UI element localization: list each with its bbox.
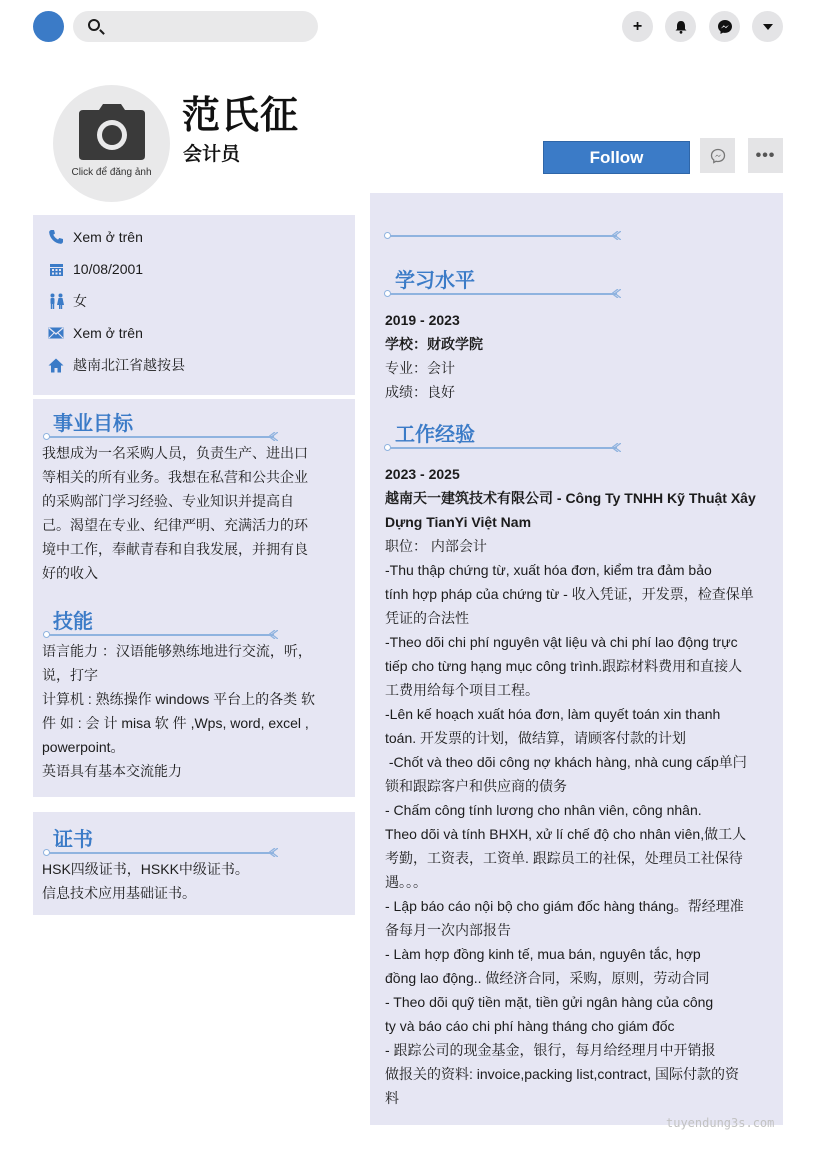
- work-line: 遇。。。: [385, 874, 427, 890]
- more-icon: •••: [755, 146, 776, 164]
- search-icon: [88, 19, 100, 31]
- work-line: -Chốt và theo dõi công nợ khách hàng, nhà cung cấp单闩: [385, 754, 747, 770]
- contact-birthday: [47, 257, 143, 281]
- skills-line: 说，打字: [42, 667, 98, 683]
- skills-line: 计算机 : 熟练操作 windows 平台上的各类 软: [42, 691, 316, 707]
- work-line: -Theo dõi chi phí nguyên vật liệu và chi phí lao động trực: [385, 634, 738, 650]
- education-heading: 学习水平: [395, 268, 475, 292]
- career-line: 我想成为一名采购人员，负责生产、进出口: [42, 445, 308, 461]
- work-line: 备每月一次内部报告: [385, 922, 511, 938]
- home-icon: [47, 356, 65, 374]
- avatar-caption: Click để đăng ảnh: [71, 167, 152, 178]
- certificate-line: HSK四级证书，HSKK中级证书。: [42, 861, 249, 877]
- phone-text: Xem ở trên: [73, 229, 143, 245]
- more-options-button[interactable]: [748, 138, 783, 173]
- career-line: 的采购部门学习经验、专业知识并提高自: [42, 493, 294, 509]
- education-major: 专业：会计: [385, 360, 455, 376]
- work-line: 工费用给每个项目工程。: [385, 682, 539, 698]
- work-line: -Thu thập chứng từ, xuất hóa đơn, kiểm tra đảm bảo: [385, 562, 712, 578]
- work-line: - Lập báo cáo nội bộ cho giám đốc hàng tháng。帮经理准: [385, 898, 744, 914]
- work-line: ty và báo cáo chi phí hàng tháng cho giám đốc: [385, 1018, 675, 1034]
- avatar[interactable]: [53, 85, 170, 202]
- contact-gender: [47, 289, 87, 313]
- career-line: 境中工作，奉献青春和自我发展，并拥有良: [42, 541, 308, 557]
- career-text: [42, 441, 308, 585]
- skills-line: powerpoint。: [42, 739, 125, 755]
- birthday-text: 10/08/2001: [73, 261, 144, 277]
- work-line: -Lên kế hoạch xuất hóa đơn, làm quyết toán xin thanh: [385, 706, 721, 722]
- calendar-icon: [47, 260, 65, 278]
- certificates-heading: 证书: [53, 827, 93, 851]
- phone-icon: [47, 228, 65, 246]
- skills-line: 件 如 : 会 计 misa 软 件 ,Wps, word, excel ,: [42, 715, 309, 731]
- address-text: 越南北江省越按县: [73, 357, 185, 373]
- bell-icon: [674, 20, 688, 34]
- contact-phone: [47, 225, 143, 249]
- education-period: 2019 - 2023: [385, 312, 460, 328]
- watermark: tuyendung3s.com: [666, 1116, 775, 1130]
- work-line: - Theo dõi quỹ tiền mặt, tiền gửi ngân hàng của công: [385, 994, 714, 1010]
- education-divider: [384, 287, 621, 301]
- messenger-button[interactable]: [709, 11, 740, 42]
- plus-icon: +: [632, 17, 643, 35]
- career-line: 等相关的所有业务。我想在私营和公共企业: [42, 469, 308, 485]
- work-line: 凭证的合法性: [385, 610, 469, 626]
- notifications-button[interactable]: [665, 11, 696, 42]
- contact-email: [47, 321, 143, 345]
- camera-icon: [77, 102, 147, 162]
- plus-button[interactable]: [622, 11, 653, 42]
- work-heading: 工作经验: [395, 422, 475, 446]
- messenger-icon: [717, 19, 733, 35]
- logo[interactable]: [33, 11, 64, 42]
- skills-heading: 技能: [53, 609, 93, 633]
- education-text: [385, 308, 483, 404]
- career-line: 己。渴望在专业、纪律严明、充满活力的环: [42, 517, 308, 533]
- work-divider: [384, 441, 621, 455]
- job-title: 会计员: [183, 143, 241, 165]
- certificate-line: 信息技术应用基础证书。: [42, 885, 196, 901]
- work-line: - 跟踪公司的现金基金，银行，每月给经理月中开销报: [385, 1042, 716, 1058]
- skills-line: 英语具有基本交流能力: [42, 763, 182, 779]
- work-line: 锁和跟踪客户和供应商的债务: [385, 778, 567, 794]
- message-button[interactable]: [700, 138, 735, 173]
- messenger-icon: [710, 148, 726, 164]
- menu-dropdown-button[interactable]: [752, 11, 783, 42]
- work-text: [385, 462, 756, 1110]
- certificates-text: [42, 857, 249, 905]
- career-line: 好的收入: [42, 565, 98, 581]
- profile-name: 范氏征: [182, 93, 300, 137]
- work-line: toán. 开发票的计划，做结算，请顾客付款的计划: [385, 730, 687, 746]
- work-line: Theo dõi và tính BHXH, xử lí chế độ cho nhân viên,做工人: [385, 826, 747, 842]
- work-company: 越南天一建筑技术有限公司 - Công Ty TNHH Kỹ Thuật Xây: [385, 490, 756, 506]
- envelope-icon: [47, 324, 65, 342]
- work-line: 做报关的资料: invoice,packing list,contract, 国际付款的资: [385, 1066, 739, 1082]
- work-company: Dựng TianYi Việt Nam: [385, 514, 532, 530]
- skills-text: [42, 639, 315, 783]
- career-heading: 事业目标: [53, 411, 133, 435]
- work-line: 考勤，工资表，工资单. 跟踪员工的社保，处理员工社保待: [385, 850, 743, 866]
- work-line: tính hợp pháp của chứng từ - 收入凭证，开发票，检查保单: [385, 586, 754, 602]
- chevron-down-icon: [762, 23, 774, 31]
- gender-text: 女: [73, 293, 87, 309]
- work-line: tiếp cho từng hạng mục công trình.跟踪材料费用和直接人: [385, 658, 743, 674]
- gender-icon: [47, 292, 65, 310]
- skills-line: 语言能力 ：汉语能够熟练地进行交流，听，: [42, 643, 312, 659]
- work-line: 职位： 内部会计: [385, 538, 487, 554]
- education-school: 学校：财政学院: [385, 336, 483, 352]
- work-line: - Chấm công tính lương cho nhân viên, công nhân.: [385, 802, 702, 818]
- work-period: 2023 - 2025: [385, 466, 460, 482]
- search-bar[interactable]: [73, 11, 318, 42]
- follow-button[interactable]: Follow: [543, 141, 690, 174]
- work-line: - Làm hợp đồng kinh tế, mua bán, nguyên tắc, hợp: [385, 946, 701, 962]
- top-divider: [384, 229, 621, 243]
- work-line: 料: [385, 1090, 399, 1106]
- work-line: đồng lao động.. 做经济合同，采购，原则，劳动合同: [385, 970, 710, 986]
- education-grade: 成绩：良好: [385, 384, 455, 400]
- email-text: Xem ở trên: [73, 325, 143, 341]
- contact-address: [47, 353, 185, 377]
